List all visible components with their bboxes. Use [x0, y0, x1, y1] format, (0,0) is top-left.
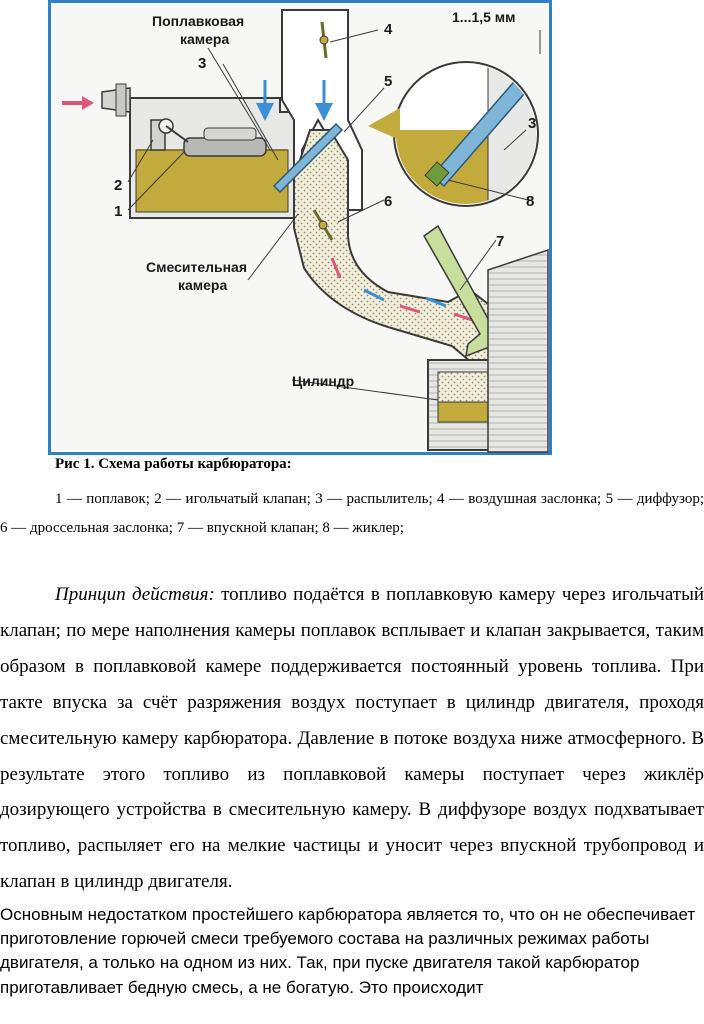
svg-text:камера — [178, 277, 227, 293]
label-gap: 1...1,5 мм — [452, 9, 516, 25]
figure-caption-legend: 1 — поплавок; 2 — игольчатый клапан; 3 — распылитель; 4 — воздушная заслонка; 5 — диффузор; 6 — дроссельная заслонка; 7 — впускной клапан; 8 — жиклер; — [0, 491, 704, 536]
float — [184, 138, 266, 156]
svg-text:Смесительная — [146, 259, 247, 275]
label-6: 6 — [384, 193, 393, 210]
label-1: 1 — [114, 203, 123, 220]
svg-text:камера — [180, 31, 229, 47]
label-cylinder: Цилиндр — [292, 373, 355, 389]
label-2: 2 — [114, 177, 123, 194]
label-float-chamber-2: камера — [180, 31, 230, 47]
label-3: 3 — [198, 55, 207, 72]
principle-text: топливо подаётся в поплавковую камеру через игольчатый клапан; по мере наполнения камеры поплавок всплывает и клапан закрывается, таким образом в поплавковой камере поддерживается постоянный уровень топлива. При такте впуска за счёт разряжения воздух поступает в цилиндр двигателя, проходя смесительную камеру карбюратора. Давление в потоке воздуха ниже атмосферного. В результате этого топливо из поплавковой камеры поступает через жиклёр дозирующего устройства в смесительную камеру. В диффузоре воздух подхватывает топливо, распыляет его на мелкие частицы и уносит через впускной трубопровод и клапан в цилиндр двигателя. — [0, 584, 704, 893]
label-float-chamber-1: Поплавковая — [152, 13, 245, 29]
label-4: 4 — [384, 21, 393, 38]
label-8: 8 — [526, 193, 535, 210]
label-7: 7 — [496, 233, 505, 250]
principle-paragraph — [0, 577, 704, 900]
label-mixing-chamber-1: Смесительная — [146, 259, 248, 275]
float-chamber-fuel — [136, 150, 288, 212]
drawback-paragraph: Основным недостатком простейшего карбюратора является то, что он не обеспечивает приготовление горючей смеси требуемого состава на различных режимах работы двигателя, а только на одном из них. Так, при пуске двигателя такой карбюратор приготавливает бедную смесь, а не богатую. Это происходит — [0, 905, 696, 997]
label-mixing-chamber-2: камера — [178, 277, 228, 293]
principle-lead: Принцип действия: — [55, 584, 215, 605]
label-5: 5 — [384, 73, 393, 90]
svg-text:Поплавковая — [152, 13, 244, 29]
carburetor-diagram — [48, 0, 552, 455]
label-3-zoom: 3 — [528, 115, 537, 132]
figure-caption-title: Рис 1. Схема работы карбюратора: — [55, 456, 292, 472]
